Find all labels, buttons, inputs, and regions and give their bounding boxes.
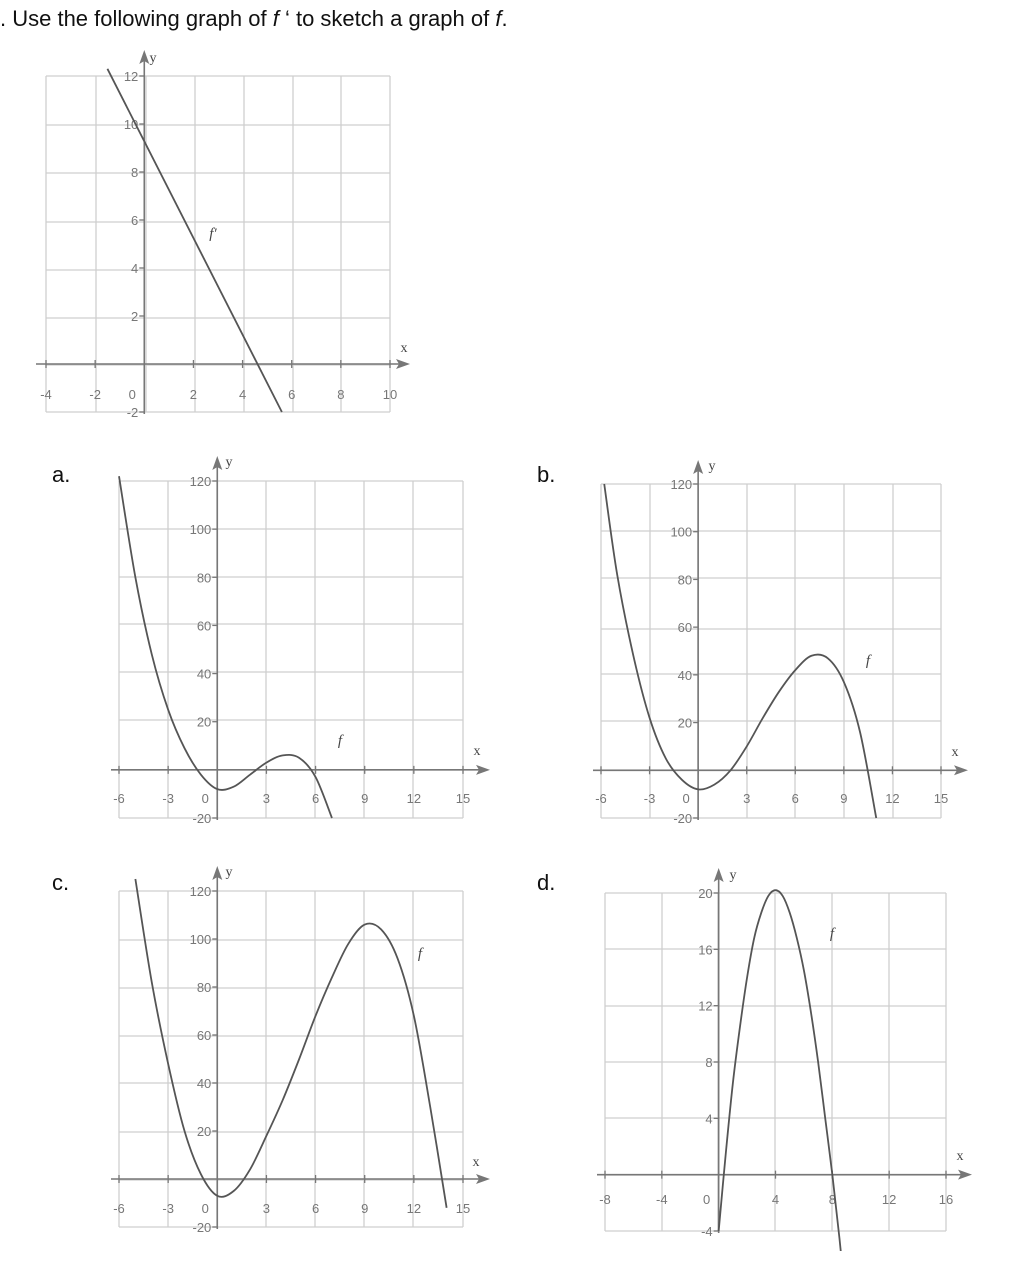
- x-tick-label: -6: [113, 1201, 125, 1216]
- y-tick-label: 60: [677, 620, 693, 636]
- y-tick-label: 40: [677, 667, 693, 683]
- y-tick-label: 120: [189, 474, 212, 489]
- y-tick-label: 80: [196, 570, 212, 586]
- y-tick-label: 60: [196, 1028, 212, 1043]
- question-f-prime: f: [272, 6, 279, 31]
- y-tick-label: 60: [196, 618, 212, 634]
- x-tick-label: 6: [311, 791, 320, 806]
- y-tick-label: 10: [123, 117, 139, 132]
- series-label-b: f: [865, 653, 871, 669]
- x-tick-label: 12: [881, 1192, 897, 1207]
- y-tick-label: -20: [192, 811, 212, 826]
- y-tick-label: 16: [698, 942, 713, 958]
- x-tick-label: 4: [771, 1192, 780, 1207]
- x-tick-label: 9: [840, 791, 848, 806]
- y-tick-label: 8: [705, 1055, 713, 1070]
- question-f: f: [495, 6, 502, 31]
- x-tick-label: -4: [40, 387, 52, 402]
- x-tick-label: 8: [337, 387, 345, 402]
- x-tick-label: 0: [682, 791, 690, 806]
- option-c-label: c.: [52, 870, 70, 895]
- chart-c: [111, 865, 490, 1235]
- series-line-a: [119, 476, 332, 818]
- y-axis-name: y: [708, 459, 716, 474]
- x-tick-label: 0: [703, 1192, 711, 1207]
- option-a-label: a.: [52, 462, 71, 487]
- x-tick-label: 6: [311, 1201, 320, 1216]
- x-tick-label: 2: [189, 387, 198, 402]
- x-tick-label: 8: [828, 1192, 836, 1207]
- chart-a: [111, 455, 490, 826]
- x-axis-name: x: [400, 341, 408, 356]
- chart-main: [36, 50, 410, 420]
- x-tick-label: 3: [743, 791, 751, 806]
- x-tick-label: 6: [288, 387, 296, 402]
- x-tick-label: 6: [791, 791, 799, 806]
- question-prefix: . Use the following graph of: [0, 6, 273, 31]
- y-tick-label: 120: [189, 884, 212, 899]
- chart-b: [593, 459, 968, 826]
- x-tick-label: -6: [595, 791, 607, 806]
- x-tick-label: 0: [128, 387, 136, 402]
- x-tick-label: 3: [262, 791, 271, 806]
- y-axis-name: y: [225, 455, 233, 470]
- y-axis-name: y: [729, 868, 737, 883]
- series-label-main: f′: [209, 226, 217, 242]
- y-tick-label: 20: [698, 886, 713, 901]
- x-tick-label: 12: [885, 791, 900, 806]
- x-axis-name: x: [956, 1149, 964, 1164]
- x-tick-label: 9: [361, 791, 369, 806]
- y-tick-label: 100: [189, 932, 212, 947]
- y-tick-label: 80: [196, 980, 212, 995]
- x-tick-label: 15: [933, 791, 949, 806]
- y-tick-label: 40: [196, 666, 212, 682]
- x-axis-name: x: [951, 745, 959, 760]
- y-tick-label: 6: [131, 213, 139, 228]
- y-tick-label: 20: [677, 715, 693, 731]
- x-tick-label: 9: [361, 1201, 369, 1216]
- y-tick-label: 20: [196, 714, 212, 730]
- x-tick-label: 10: [382, 387, 398, 402]
- y-axis-name: y: [149, 51, 157, 66]
- x-tick-label: 3: [262, 1201, 271, 1216]
- series-line-d: [719, 890, 854, 1272]
- series-line-b: [604, 484, 876, 818]
- y-tick-label: -20: [673, 811, 693, 826]
- x-tick-label: -2: [89, 387, 101, 402]
- x-tick-label: 0: [201, 1201, 209, 1216]
- y-tick-label: 12: [698, 998, 713, 1014]
- y-tick-label: 80: [677, 572, 693, 588]
- x-tick-label: -3: [162, 791, 174, 806]
- y-tick-label: -20: [192, 1220, 212, 1235]
- y-axis-name: y: [225, 865, 233, 880]
- x-tick-label: 12: [406, 791, 422, 806]
- y-tick-label: 100: [189, 522, 212, 538]
- question-end: .: [501, 6, 508, 31]
- y-tick-label: 4: [131, 261, 139, 276]
- option-d-label: d.: [537, 870, 556, 895]
- series-label-c: f: [417, 946, 423, 962]
- y-tick-label: -2: [126, 405, 139, 420]
- y-tick-label: 100: [670, 524, 693, 540]
- x-tick-label: 0: [201, 791, 209, 806]
- x-tick-label: -8: [599, 1192, 611, 1207]
- y-tick-label: 2: [131, 309, 139, 324]
- x-tick-label: -4: [656, 1192, 668, 1207]
- chart-d: [597, 868, 972, 1272]
- x-tick-label: 15: [455, 791, 471, 806]
- series-line-c: [135, 879, 446, 1208]
- y-tick-label: 4: [705, 1111, 713, 1127]
- x-tick-label: 16: [938, 1192, 954, 1207]
- question-mid: ‘ to sketch a graph of: [278, 6, 496, 31]
- option-b-label: b.: [537, 462, 556, 487]
- x-axis-name: x: [472, 1155, 480, 1170]
- y-tick-label: 12: [123, 69, 139, 84]
- x-tick-label: 12: [406, 1201, 422, 1216]
- series-label-d: f: [829, 926, 835, 942]
- series-label-a: f: [337, 733, 343, 749]
- x-tick-label: -6: [113, 791, 125, 806]
- x-tick-label: 4: [238, 387, 247, 402]
- y-tick-label: 8: [131, 165, 139, 180]
- x-tick-label: -3: [162, 1201, 174, 1216]
- x-axis-name: x: [473, 744, 481, 759]
- y-tick-label: -4: [701, 1224, 713, 1239]
- x-tick-label: -3: [643, 791, 656, 806]
- y-tick-label: 20: [196, 1124, 212, 1139]
- x-tick-label: 15: [455, 1201, 471, 1216]
- y-tick-label: 120: [670, 477, 693, 492]
- y-tick-label: 40: [196, 1076, 212, 1091]
